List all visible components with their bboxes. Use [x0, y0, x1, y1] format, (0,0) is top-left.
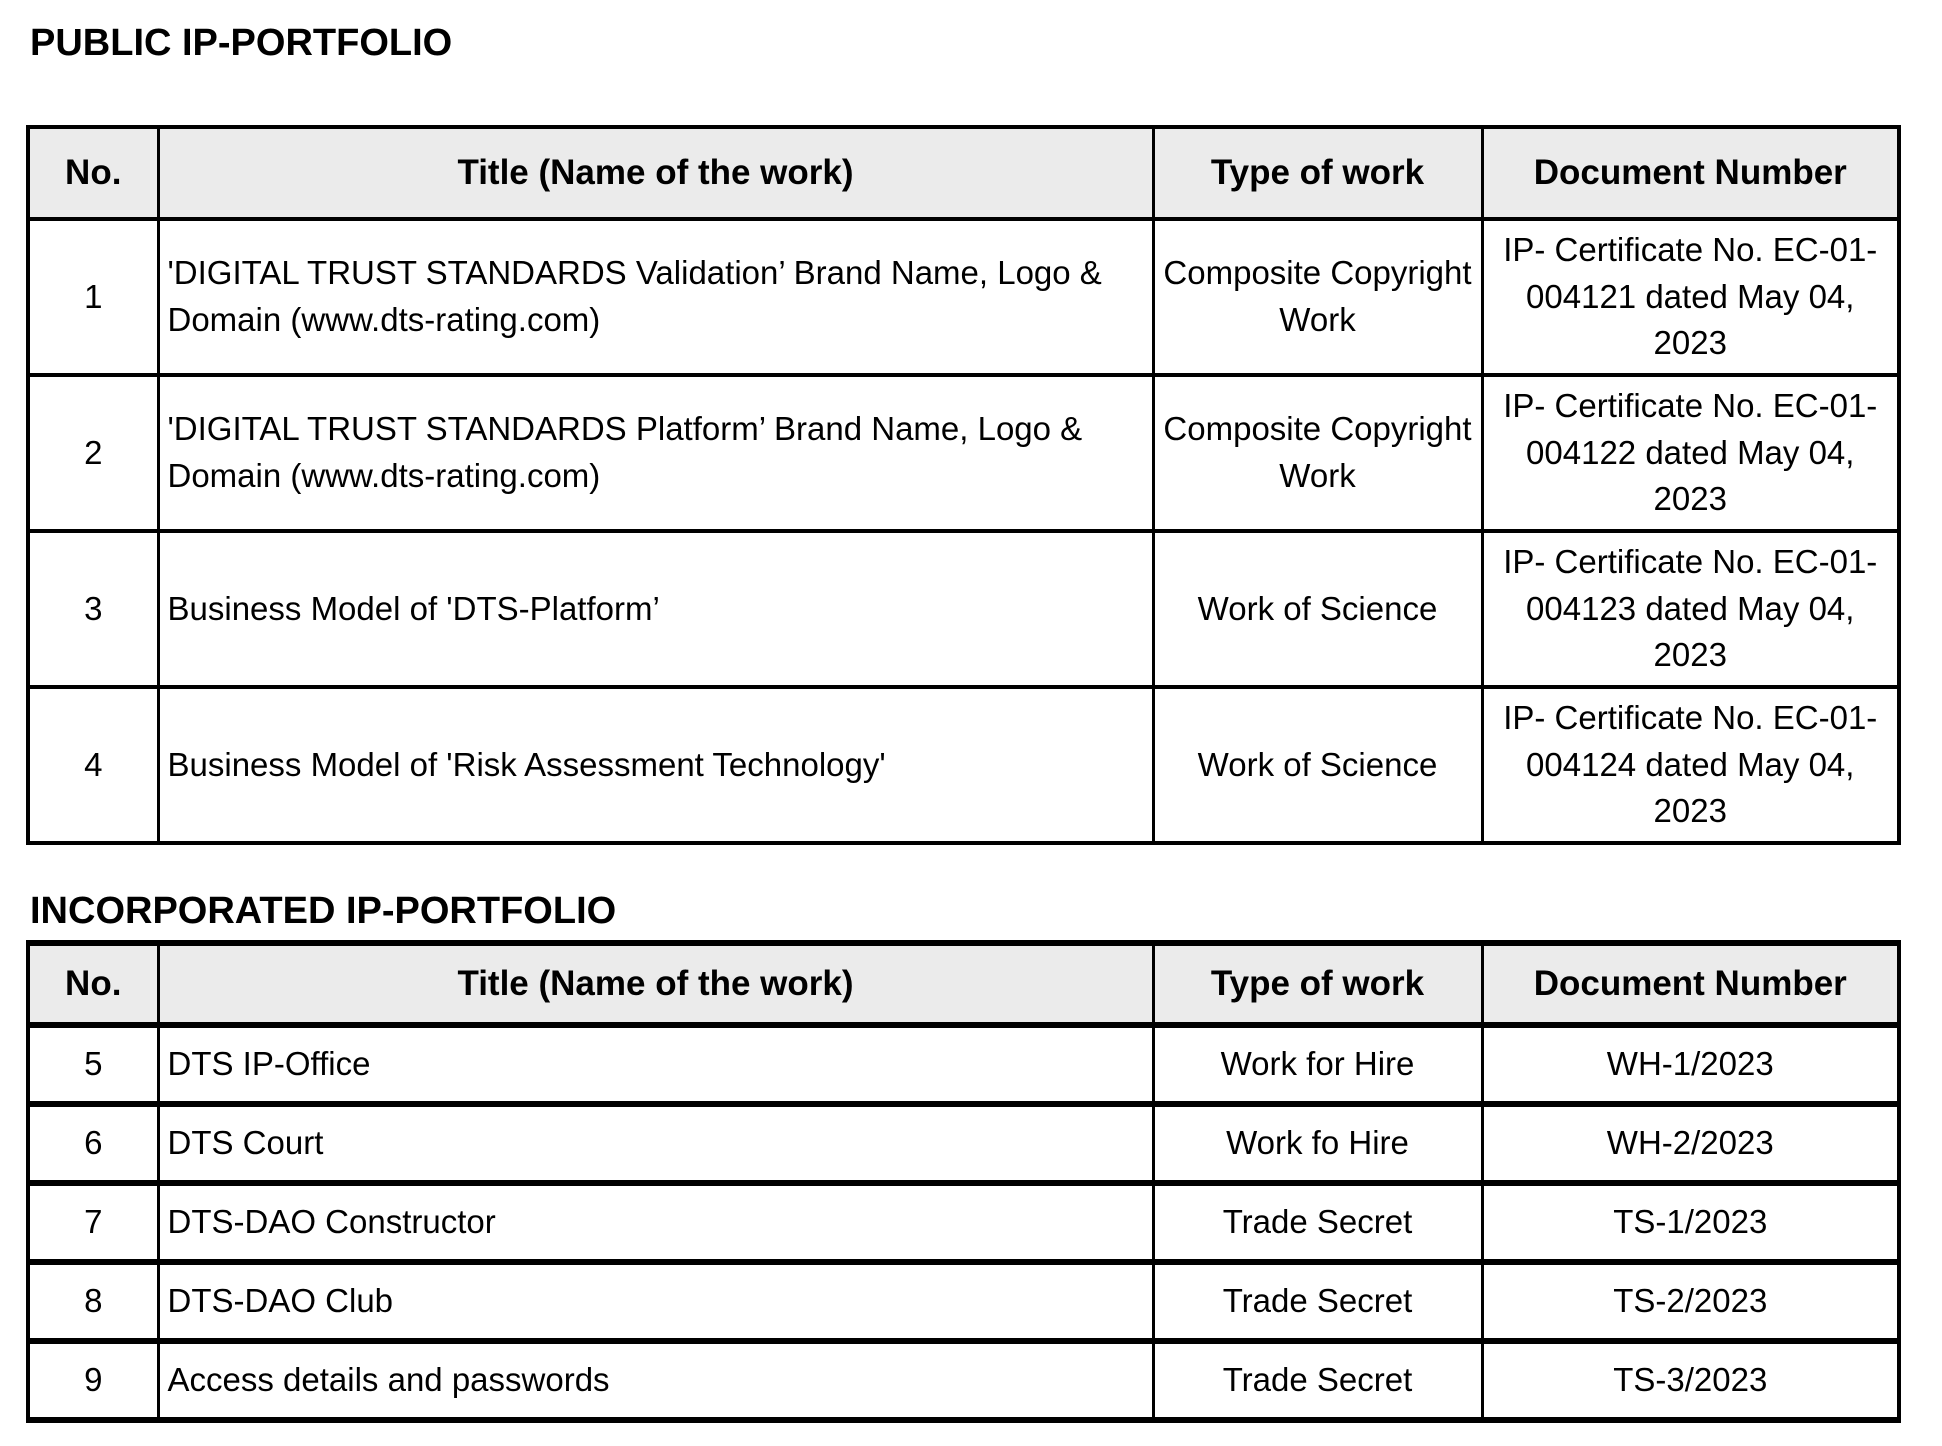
- table-row: [28, 1183, 1899, 1262]
- cell-document: IP- Certificate No. EC-01-004121 dated May 04, 2023: [1482, 219, 1899, 375]
- cell-type: Composite Copyright Work: [1153, 219, 1482, 375]
- table-row: [28, 1262, 1899, 1341]
- cell-no: 6: [28, 1104, 158, 1183]
- cell-title: DTS IP-Office: [158, 1025, 1153, 1104]
- incorporated-portfolio-table: [26, 940, 1901, 1423]
- incorporated-portfolio-heading: INCORPORATED IP-PORTFOLIO: [30, 890, 617, 932]
- table-header-row: [28, 127, 1899, 219]
- header-cell-document: Document Number: [1482, 943, 1899, 1025]
- cell-document: TS-3/2023: [1482, 1341, 1899, 1420]
- cell-document: IP- Certificate No. EC-01-004124 dated May 04, 2023: [1482, 687, 1899, 843]
- table-row: [28, 1025, 1899, 1104]
- cell-document: TS-2/2023: [1482, 1262, 1899, 1341]
- header-cell-document: Document Number: [1482, 127, 1899, 219]
- public-portfolio-heading: PUBLIC IP-PORTFOLIO: [30, 22, 453, 64]
- cell-no: 9: [28, 1341, 158, 1420]
- cell-no: 7: [28, 1183, 158, 1262]
- cell-title: Business Model of 'Risk Assessment Technology': [158, 687, 1153, 843]
- header-cell-type: Type of work: [1153, 943, 1482, 1025]
- cell-type: Trade Secret: [1153, 1183, 1482, 1262]
- cell-no: 8: [28, 1262, 158, 1341]
- cell-no: 3: [28, 531, 158, 687]
- public-portfolio-table: [26, 125, 1901, 845]
- cell-title: Access details and passwords: [158, 1341, 1153, 1420]
- table-row: [28, 375, 1899, 531]
- cell-type: Composite Copyright Work: [1153, 375, 1482, 531]
- cell-type: Work of Science: [1153, 531, 1482, 687]
- cell-document: TS-1/2023: [1482, 1183, 1899, 1262]
- table-row: [28, 1341, 1899, 1420]
- cell-title: DTS-DAO Constructor: [158, 1183, 1153, 1262]
- header-cell-type: Type of work: [1153, 127, 1482, 219]
- cell-type: Trade Secret: [1153, 1262, 1482, 1341]
- cell-title: 'DIGITAL TRUST STANDARDS Validation’ Brand Name, Logo & Domain (www.dts-rating.com): [158, 219, 1153, 375]
- cell-title: DTS-DAO Club: [158, 1262, 1153, 1341]
- cell-no: 2: [28, 375, 158, 531]
- table-row: [28, 687, 1899, 843]
- cell-title: DTS Court: [158, 1104, 1153, 1183]
- header-cell-title: Title (Name of the work): [158, 943, 1153, 1025]
- header-cell-no: No.: [28, 127, 158, 219]
- cell-no: 4: [28, 687, 158, 843]
- cell-document: IP- Certificate No. EC-01-004123 dated May 04, 2023: [1482, 531, 1899, 687]
- table-row: [28, 531, 1899, 687]
- cell-document: WH-2/2023: [1482, 1104, 1899, 1183]
- table-header-row: [28, 943, 1899, 1025]
- cell-title: Business Model of 'DTS-Platform’: [158, 531, 1153, 687]
- table-row: [28, 219, 1899, 375]
- cell-no: 5: [28, 1025, 158, 1104]
- header-cell-title: Title (Name of the work): [158, 127, 1153, 219]
- cell-type: Work for Hire: [1153, 1025, 1482, 1104]
- cell-document: IP- Certificate No. EC-01-004122 dated May 04, 2023: [1482, 375, 1899, 531]
- cell-type: Work of Science: [1153, 687, 1482, 843]
- cell-no: 1: [28, 219, 158, 375]
- cell-title: 'DIGITAL TRUST STANDARDS Platform’ Brand Name, Logo & Domain (www.dts-rating.com): [158, 375, 1153, 531]
- cell-type: Trade Secret: [1153, 1341, 1482, 1420]
- cell-type: Work fo Hire: [1153, 1104, 1482, 1183]
- cell-document: WH-1/2023: [1482, 1025, 1899, 1104]
- table-row: [28, 1104, 1899, 1183]
- header-cell-no: No.: [28, 943, 158, 1025]
